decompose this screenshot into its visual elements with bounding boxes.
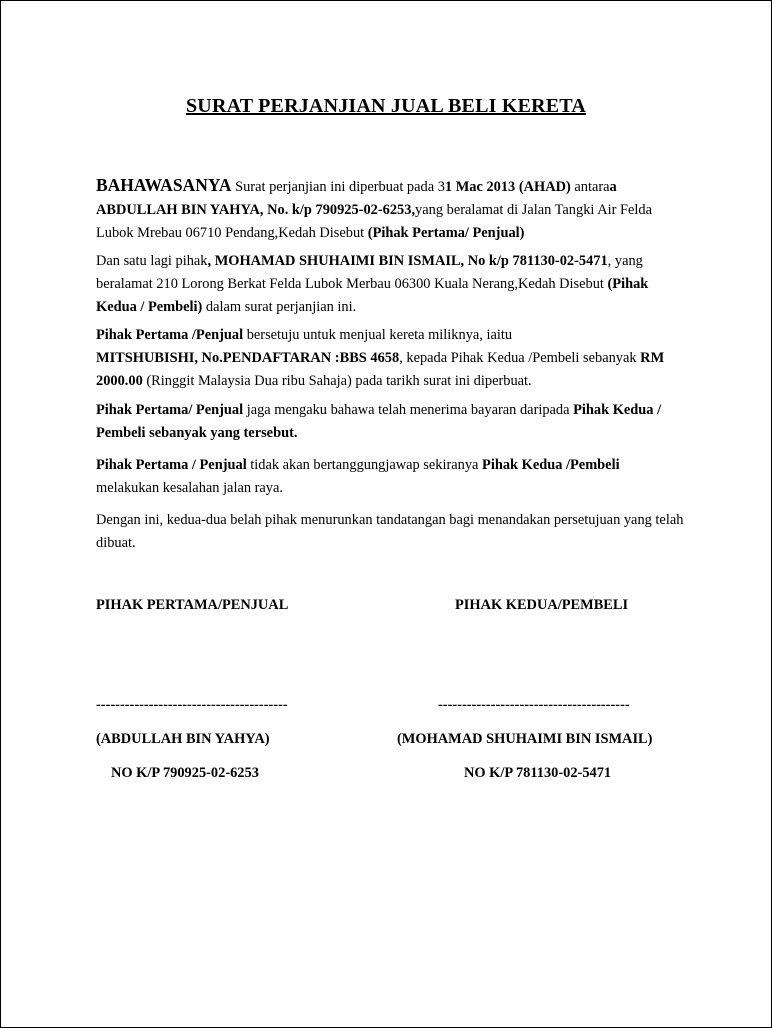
seller-signature-line: ---------------------------------------- (96, 697, 288, 713)
buyer-address: , yang beralamat 210 Lorong Berkat Felda Lubok Merbau 06300 Kuala Nerang,Kedah Disebut (96, 253, 643, 292)
paragraph-liability (96, 454, 686, 500)
p1-text-2: antara (570, 179, 610, 195)
p5-seller-label: Pihak Pertama / Penjual (96, 457, 247, 473)
seller-name-ic: ABDULLAH BIN YAHYA, No. k/p 790925-02-6253, (96, 202, 416, 218)
p3-text-3: (Ringgit Malaysia Dua ribu Sahaja) pada tarikh surat ini diperbuat. (142, 373, 532, 389)
p4-buyer-label: Pihak Kedua / Pembeli sebanyak yang tersebut. (96, 402, 662, 441)
p4-seller-label: Pihak Pertama/ Penjual (96, 402, 244, 418)
lead-word: BAHAWASANYA (96, 175, 232, 195)
p6-text: Dengan ini, kedua-dua belah pihak menurunkan tandatangan bagi menandakan persetujuan yang telah dibuat. (96, 512, 684, 551)
p2-text-3: dalam surat perjanjian ini. (202, 299, 357, 315)
buyer-signature-name: (MOHAMAD SHUHAIMI BIN ISMAIL) (397, 731, 653, 747)
p3-text-2: , kepada Pihak Kedua /Pembeli sebanyak (399, 350, 641, 366)
vehicle-registration: MITSHUBISHI, No.PENDAFTARAN :BBS 4658 (96, 350, 400, 366)
p5-text-2: melakukan kesalahan jalan raya. (96, 480, 283, 496)
buyer-role: (Pihak Kedua / Pembeli) (96, 276, 649, 315)
p3-seller-label: Pihak Pertama /Penjual (96, 327, 244, 343)
paragraph-parties-second (96, 250, 686, 319)
paragraph-sale-terms (96, 324, 686, 393)
buyer-signature-line: ---------------------------------------- (438, 697, 630, 713)
paragraph-parties-first (96, 174, 686, 245)
p4-text-1: jaga mengaku bahawa telah menerima bayaran daripada (243, 402, 574, 418)
p3-text-1: bersetuju untuk menjual kereta miliknya, iaitu (243, 327, 513, 343)
seller-signature-heading: PIHAK PERTAMA/PENJUAL (96, 597, 289, 613)
seller-address: yang beralamat di Jalan Tangki Air Felda Lubok Mrebau 06710 Pendang,Kedah Disebut (96, 202, 652, 241)
p5-text-1: tidak akan bertanggungjawap sekiranya (246, 457, 483, 473)
sale-amount: RM 2000.00 (96, 350, 665, 389)
paragraph-payment-received (96, 399, 686, 445)
document-title: SURAT PERJANJIAN JUAL BELI KERETA (185, 95, 586, 117)
seller-role: (Pihak Pertama/ Penjual) (367, 225, 525, 241)
agreement-date: 1 Mac 2013 (AHAD) (444, 179, 571, 195)
buyer-signature-heading: PIHAK KEDUA/PEMBELI (455, 597, 629, 613)
p1-bold-char: a (609, 179, 617, 195)
p2-text-1: Dan satu lagi pihak (96, 253, 208, 269)
seller-ic-number: NO K/P 790925-02-6253 (111, 765, 259, 781)
p1-text-1: Surat perjanjian ini diperbuat pada 3 (231, 179, 445, 195)
paragraph-consent (96, 509, 686, 555)
p5-buyer-label: Pihak Kedua /Pembeli (482, 457, 620, 473)
buyer-name-ic: , MOHAMAD SHUHAIMI BIN ISMAIL, No k/p 781130-02-5471 (207, 253, 608, 269)
seller-signature-name: (ABDULLAH BIN YAHYA) (96, 731, 270, 747)
buyer-ic-number: NO K/P 781130-02-5471 (464, 765, 612, 781)
